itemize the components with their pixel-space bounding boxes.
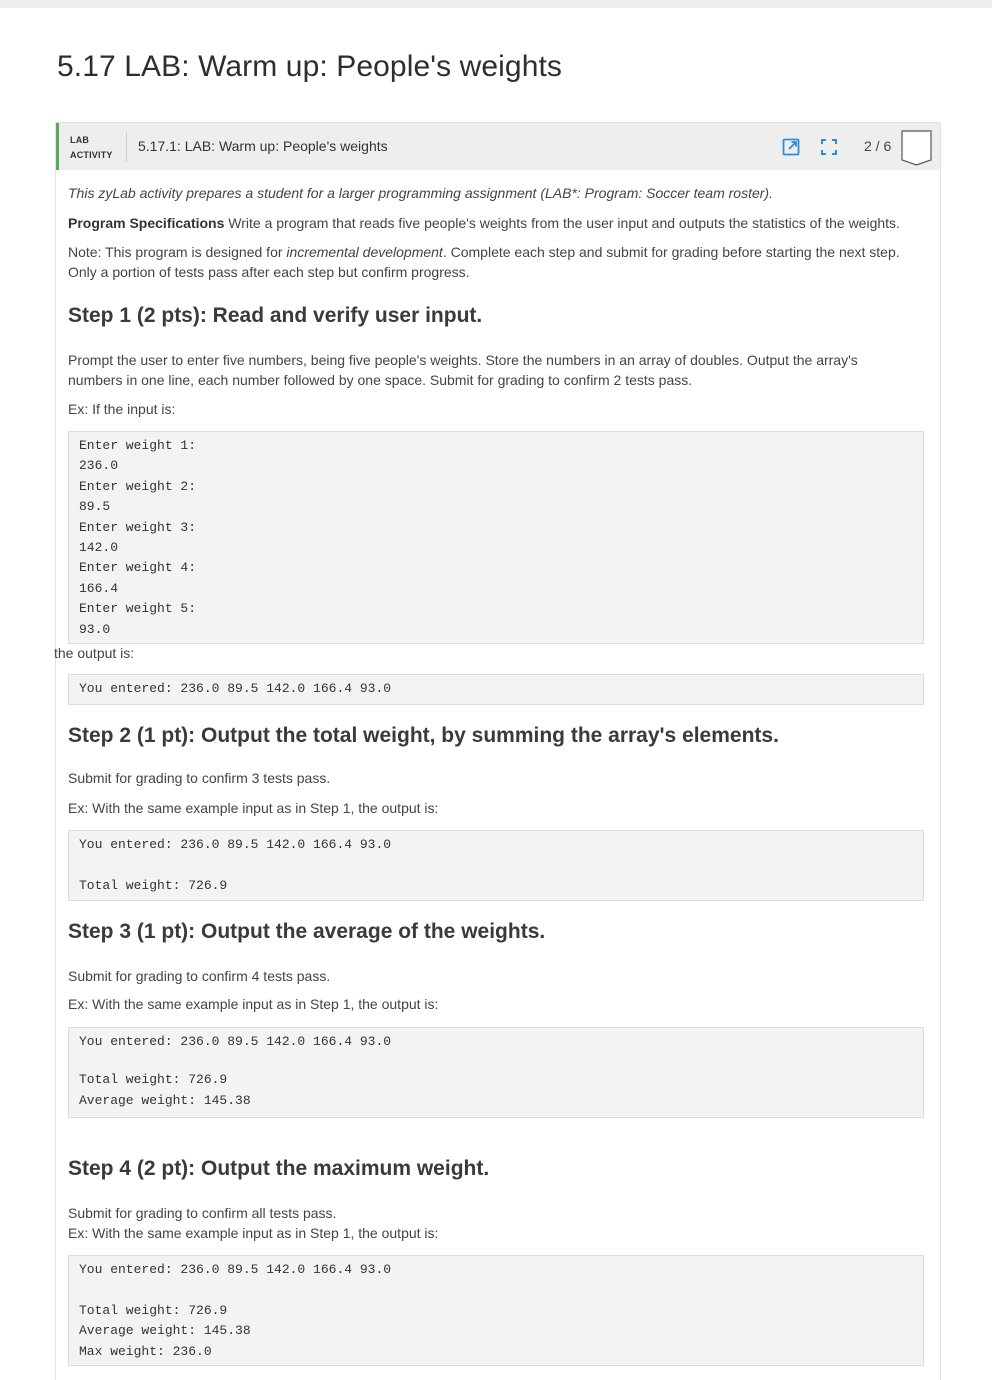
incremental-note: Note: This program is designed for incremental development. Complete each step and submit for grading before starting the next step. <box>68 244 900 260</box>
code-line: You entered: 236.0 89.5 142.0 166.4 93.0 <box>79 1262 392 1277</box>
code-line <box>79 1052 913 1070</box>
lab-accent-bar <box>56 123 59 170</box>
step2-submit-text: Submit for grading to confirm 3 tests pass. <box>68 770 331 786</box>
code-line: Total weight: 726.9 <box>79 1302 228 1318</box>
code-line: Enter weight 2: <box>79 478 197 494</box>
step1-description-line2: numbers in one line, each number followed by one space. Submit for grading to confirm 2 tests pass. <box>68 372 693 388</box>
lab-activity-card <box>55 122 941 1380</box>
code-line: You entered: 236.0 89.5 142.0 166.4 93.0 <box>79 681 392 696</box>
lab-progress: 2 / 6 <box>864 138 892 154</box>
code-line <box>79 1280 913 1300</box>
lab-tag-line2: ACTIVITY <box>70 150 113 160</box>
top-bar <box>0 0 992 8</box>
code-line: Total weight: 726.9 <box>79 1072 228 1088</box>
step3-submit-text: Submit for grading to confirm 4 tests pass. <box>68 968 331 984</box>
step1-output-label: the output is: <box>54 645 135 661</box>
code-line: Enter weight 4: <box>79 560 197 576</box>
lab-tag-line1: LAB <box>70 135 90 145</box>
code-line: Enter weight 3: <box>79 519 197 535</box>
page-title: 5.17 LAB: Warm up: People's weights <box>57 50 563 83</box>
step3-heading: Step 3 (1 pt): Output the average of the weights. <box>68 920 546 943</box>
step4-example-label: Ex: With the same example input as in Step 1, the output is: <box>68 1225 439 1241</box>
step1-description: Prompt the user to enter five numbers, being five people's weights. Store the numbers in an array of doubles. Output the array's <box>68 352 858 368</box>
program-specifications: Program Specifications Write a program that reads five people's weights from the user input and outputs the statistics of the weights. <box>68 215 900 231</box>
step4-output-code-block <box>68 1255 924 1366</box>
code-line: 93.0 <box>79 621 111 637</box>
code-line: Total weight: 726.9 <box>79 877 228 893</box>
code-line: You entered: 236.0 89.5 142.0 166.4 93.0 <box>79 1034 392 1049</box>
code-line: 166.4 <box>79 580 119 596</box>
code-line: Enter weight 1: <box>79 438 197 453</box>
lab-activity-tag <box>70 133 113 163</box>
code-line: Average weight: 145.38 <box>79 1092 251 1108</box>
step1-input-code-block <box>68 431 924 644</box>
step4-heading: Step 4 (2 pt): Output the maximum weight. <box>68 1157 490 1180</box>
code-line: 236.0 <box>79 458 119 474</box>
code-line: Max weight: 236.0 <box>79 1343 212 1359</box>
step1-example-label: Ex: If the input is: <box>68 401 176 417</box>
incremental-note-line2: Only a portion of tests pass after each step but confirm progress. <box>68 264 470 280</box>
code-line <box>79 855 913 875</box>
step3-output-code-block <box>68 1027 924 1118</box>
code-line: You entered: 236.0 89.5 142.0 166.4 93.0 <box>79 837 392 852</box>
open-external-icon[interactable] <box>781 137 801 157</box>
step2-example-label: Ex: With the same example input as in Step 1, the output is: <box>68 800 439 816</box>
lab-header <box>56 123 940 170</box>
step2-heading: Step 2 (1 pt): Output the total weight, by summing the array's elements. <box>68 724 779 747</box>
step1-heading: Step 1 (2 pts): Read and verify user input. <box>68 304 483 327</box>
code-line: 142.0 <box>79 539 119 555</box>
header-divider <box>126 132 127 162</box>
lab-title: 5.17.1: LAB: Warm up: People's weights <box>138 138 388 154</box>
step1-output-code-block <box>68 674 924 705</box>
code-line: Enter weight 5: <box>79 601 197 617</box>
step2-output-code-block <box>68 830 924 901</box>
step3-example-label: Ex: With the same example input as in Step 1, the output is: <box>68 996 439 1012</box>
code-line: Average weight: 145.38 <box>79 1323 251 1339</box>
code-line: 89.5 <box>79 499 111 515</box>
completion-badge-icon <box>901 130 932 166</box>
fullscreen-icon[interactable] <box>819 137 839 157</box>
step4-submit-text: Submit for grading to confirm all tests pass. <box>68 1205 337 1221</box>
intro-prepares: This zyLab activity prepares a student for a larger programming assignment (LAB*: Program: Soccer team roster). <box>68 185 773 201</box>
